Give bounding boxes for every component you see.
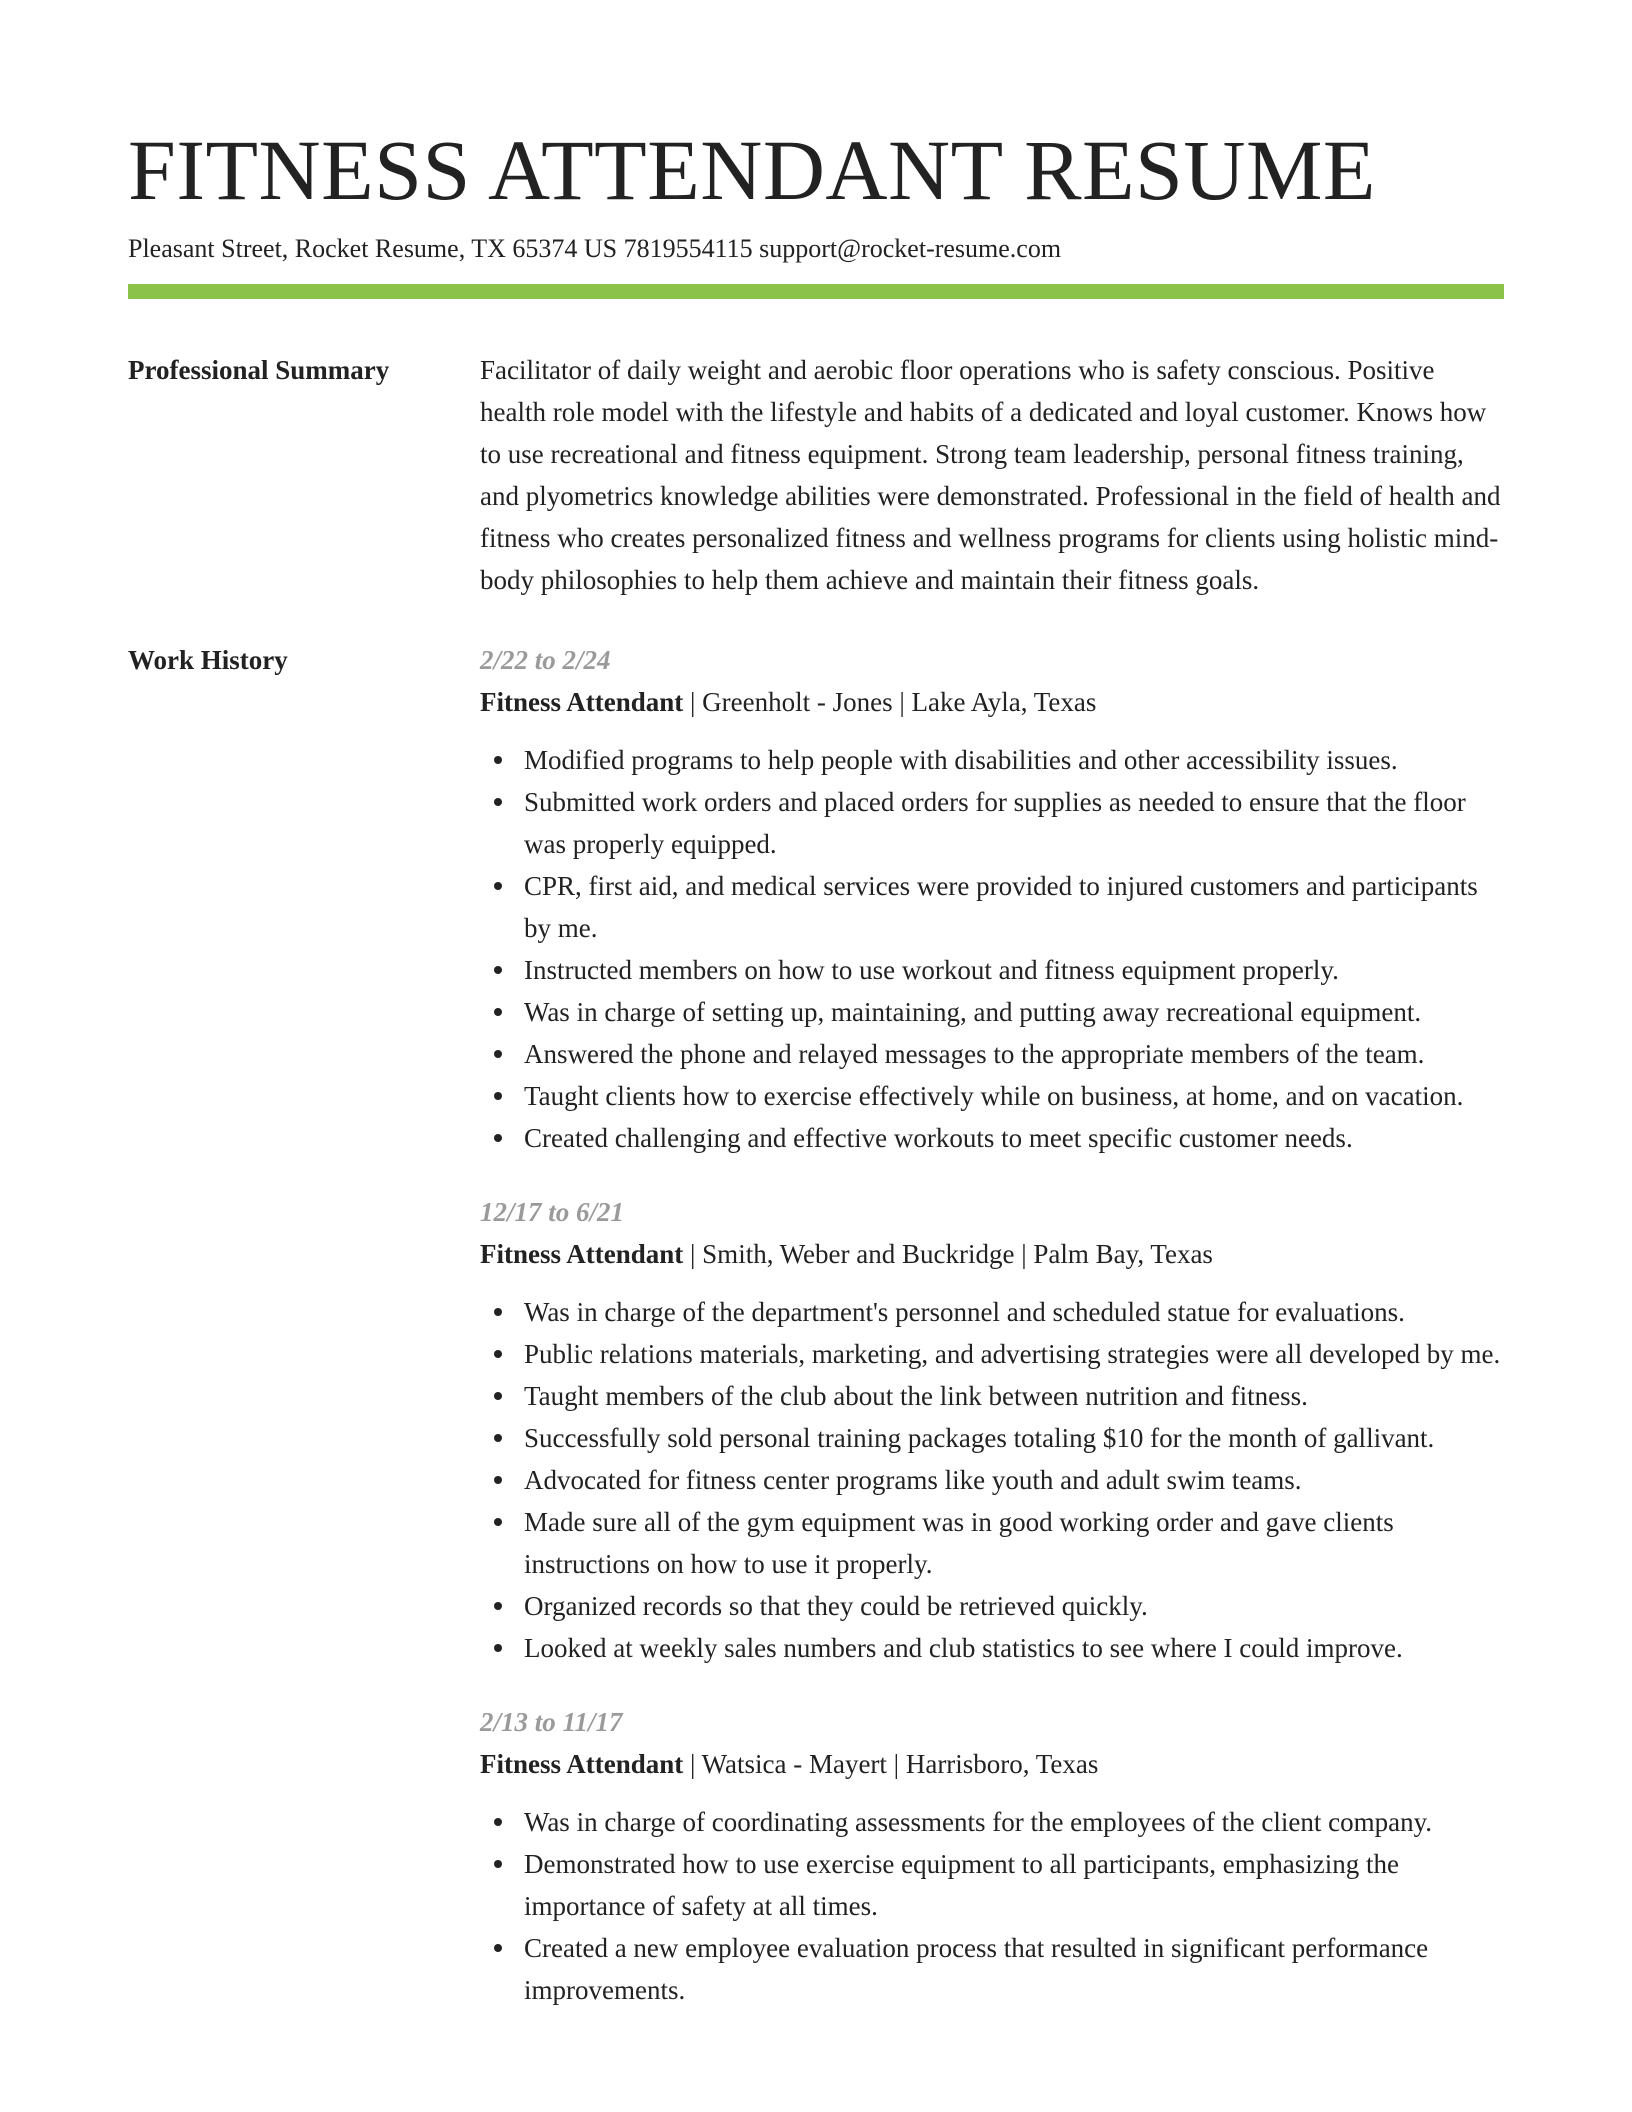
work-history-body xyxy=(480,639,1504,2011)
job-bullet-item: Created a new employee evaluation process that resulted in significant performance improvements. xyxy=(524,1927,1504,2011)
job-bullet-item: Was in charge of setting up, maintaining, and putting away recreational equipment. xyxy=(524,991,1504,1033)
job-bullet-item: CPR, first aid, and medical services were provided to injured customers and participants by me. xyxy=(524,865,1504,949)
job-title: Fitness Attendant xyxy=(480,1239,684,1269)
job-bullet-list xyxy=(480,1291,1504,1669)
job-header xyxy=(480,1233,1504,1275)
job-bullet-item: Public relations materials, marketing, and advertising strategies were all developed by me. xyxy=(524,1333,1504,1375)
job-employer-location: | Watsica - Mayert | Harrisboro, Texas xyxy=(683,1749,1099,1779)
job-bullet-item: Demonstrated how to use exercise equipment to all participants, emphasizing the importance of safety at all times. xyxy=(524,1843,1504,1927)
job-title: Fitness Attendant xyxy=(480,687,684,717)
resume-title: FITNESS ATTENDANT RESUME xyxy=(128,122,1376,218)
job-bullet-item: Modified programs to help people with disabilities and other accessibility issues. xyxy=(524,739,1504,781)
job-title: Fitness Attendant xyxy=(480,1749,684,1779)
job-bullet-list xyxy=(480,1801,1504,2011)
contact-line: Pleasant Street, Rocket Resume, TX 65374 US 7819554115 support@rocket-resume.com xyxy=(128,234,1062,263)
job-dates: 12/17 to 6/21 xyxy=(480,1197,625,1227)
job-bullet-item: Answered the phone and relayed messages to the appropriate members of the team. xyxy=(524,1033,1504,1075)
job-employer-location: | Greenholt - Jones | Lake Ayla, Texas xyxy=(683,687,1097,717)
summary-body xyxy=(480,349,1504,601)
job-entry xyxy=(480,639,1504,1159)
section-label-work-history: Work History xyxy=(128,645,288,675)
job-bullet-item: Taught members of the club about the link between nutrition and fitness. xyxy=(524,1375,1504,1417)
job-entry xyxy=(480,1701,1504,2011)
header-divider xyxy=(128,284,1504,299)
job-dates: 2/13 to 11/17 xyxy=(480,1707,623,1737)
job-bullet-item: Made sure all of the gym equipment was in good working order and gave clients instructions on how to use it properly. xyxy=(524,1501,1504,1585)
job-bullet-item: Successfully sold personal training packages totaling $10 for the month of gallivant. xyxy=(524,1417,1504,1459)
resume-page xyxy=(128,0,1504,2011)
job-bullet-item: Created challenging and effective workouts to meet specific customer needs. xyxy=(524,1117,1504,1159)
job-bullet-item: Submitted work orders and placed orders for supplies as needed to ensure that the floor was properly equipped. xyxy=(524,781,1504,865)
job-bullet-item: Was in charge of the department's personnel and scheduled statue for evaluations. xyxy=(524,1291,1504,1333)
job-bullet-item: Instructed members on how to use workout and fitness equipment properly. xyxy=(524,949,1504,991)
job-header xyxy=(480,681,1504,723)
section-label-summary: Professional Summary xyxy=(128,355,390,385)
job-bullet-item: Was in charge of coordinating assessments for the employees of the client company. xyxy=(524,1801,1504,1843)
job-header xyxy=(480,1743,1504,1785)
job-employer-location: | Smith, Weber and Buckridge | Palm Bay, Texas xyxy=(683,1239,1213,1269)
professional-summary-section xyxy=(128,349,1504,601)
job-bullet-list xyxy=(480,739,1504,1159)
job-dates: 2/22 to 2/24 xyxy=(480,645,611,675)
summary-text: Facilitator of daily weight and aerobic floor operations who is safety conscious. Positive health role model with the lifestyle and habits of a dedicated and loyal customer. Knows how to use recreational and fitness equipment. Strong team leadership, personal fitness training, and plyometrics knowledge abilities were demonstrated. Professional in the field of health and fitness who creates personalized fitness and wellness programs for clients using holistic mind-body philosophies to help them achieve and maintain their fitness goals. xyxy=(480,355,1501,595)
job-bullet-item: Organized records so that they could be retrieved quickly. xyxy=(524,1585,1504,1627)
job-entry xyxy=(480,1191,1504,1669)
job-bullet-item: Looked at weekly sales numbers and club statistics to see where I could improve. xyxy=(524,1627,1504,1669)
job-bullet-item: Taught clients how to exercise effectively while on business, at home, and on vacation. xyxy=(524,1075,1504,1117)
work-history-section xyxy=(128,639,1504,2011)
job-bullet-item: Advocated for fitness center programs like youth and adult swim teams. xyxy=(524,1459,1504,1501)
